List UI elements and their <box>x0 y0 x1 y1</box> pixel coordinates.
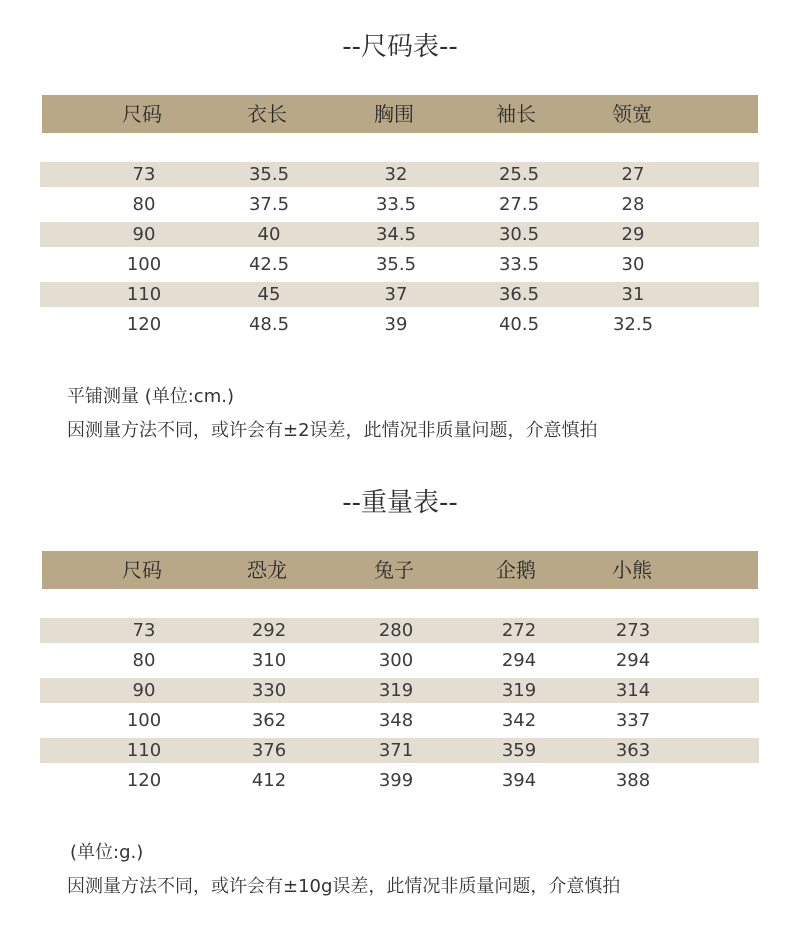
cell: 48.5 <box>248 314 290 335</box>
cell: 399 <box>378 770 414 791</box>
table-row <box>40 312 759 337</box>
cell: 39 <box>384 314 408 335</box>
cell: 280 <box>378 620 414 641</box>
cell: 37.5 <box>248 194 290 215</box>
cell: 40 <box>257 224 281 245</box>
size-table-title: --尺码表-- <box>342 32 458 62</box>
size-table-header <box>42 95 758 133</box>
cell: 300 <box>378 650 414 671</box>
cell: 40.5 <box>498 314 540 335</box>
cell: 30 <box>621 254 645 275</box>
cell: 371 <box>378 740 414 761</box>
cell: 319 <box>501 680 537 701</box>
size-col-sleeve: 袖长 <box>496 102 536 126</box>
weight-unit-note: (单位:g.) <box>70 842 144 863</box>
cell: 362 <box>251 710 287 731</box>
cell: 376 <box>251 740 287 761</box>
table-row <box>40 618 759 643</box>
cell: 348 <box>378 710 414 731</box>
weight-col-dinosaur: 恐龙 <box>247 558 287 582</box>
size-disclaimer-note: 因测量方法不同，或许会有±2误差，此情况非质量问题，介意慎拍 <box>67 420 598 441</box>
cell: 120 <box>126 314 162 335</box>
cell: 310 <box>251 650 287 671</box>
cell: 34.5 <box>375 224 417 245</box>
cell: 32 <box>384 164 408 185</box>
cell: 27.5 <box>498 194 540 215</box>
table-row <box>40 678 759 703</box>
table-row <box>40 162 759 187</box>
cell: 110 <box>126 284 162 305</box>
weight-col-penguin: 企鹅 <box>496 558 536 582</box>
cell: 292 <box>251 620 287 641</box>
cell: 35.5 <box>248 164 290 185</box>
cell: 359 <box>501 740 537 761</box>
table-row <box>40 738 759 763</box>
cell: 80 <box>132 194 156 215</box>
table-row <box>40 768 759 793</box>
cell: 100 <box>126 710 162 731</box>
cell: 73 <box>132 164 156 185</box>
cell: 90 <box>132 680 156 701</box>
cell: 337 <box>615 710 651 731</box>
weight-col-size: 尺码 <box>122 558 162 582</box>
weight-table-title: --重量表-- <box>342 488 458 518</box>
table-row <box>40 252 759 277</box>
cell: 33.5 <box>375 194 417 215</box>
cell: 37 <box>384 284 408 305</box>
cell: 294 <box>615 650 651 671</box>
table-row <box>40 222 759 247</box>
cell: 120 <box>126 770 162 791</box>
cell: 388 <box>615 770 651 791</box>
cell: 272 <box>501 620 537 641</box>
cell: 73 <box>132 620 156 641</box>
cell: 31 <box>621 284 645 305</box>
cell: 42.5 <box>248 254 290 275</box>
table-row <box>40 192 759 217</box>
cell: 90 <box>132 224 156 245</box>
table-row <box>40 648 759 673</box>
weight-disclaimer-note: 因测量方法不同，或许会有±10g误差，此情况非质量问题，介意慎拍 <box>67 876 621 897</box>
size-col-collar: 领宽 <box>612 102 652 126</box>
weight-table-header <box>42 551 758 589</box>
cell: 319 <box>378 680 414 701</box>
cell: 314 <box>615 680 651 701</box>
cell: 30.5 <box>498 224 540 245</box>
cell: 294 <box>501 650 537 671</box>
cell: 25.5 <box>498 164 540 185</box>
cell: 27 <box>621 164 645 185</box>
cell: 29 <box>621 224 645 245</box>
size-col-size: 尺码 <box>122 102 162 126</box>
table-row <box>40 282 759 307</box>
cell: 33.5 <box>498 254 540 275</box>
cell: 412 <box>251 770 287 791</box>
cell: 32.5 <box>612 314 654 335</box>
cell: 35.5 <box>375 254 417 275</box>
cell: 342 <box>501 710 537 731</box>
weight-col-rabbit: 兔子 <box>374 558 414 582</box>
cell: 394 <box>501 770 537 791</box>
cell: 45 <box>257 284 281 305</box>
cell: 28 <box>621 194 645 215</box>
size-col-length: 衣长 <box>247 102 287 126</box>
cell: 100 <box>126 254 162 275</box>
size-unit-note: 平铺测量 (单位:cm.) <box>67 386 234 407</box>
cell: 330 <box>251 680 287 701</box>
size-col-chest: 胸围 <box>374 102 414 126</box>
cell: 273 <box>615 620 651 641</box>
cell: 80 <box>132 650 156 671</box>
table-row <box>40 708 759 733</box>
weight-col-bear: 小熊 <box>612 558 652 582</box>
cell: 363 <box>615 740 651 761</box>
cell: 36.5 <box>498 284 540 305</box>
cell: 110 <box>126 740 162 761</box>
